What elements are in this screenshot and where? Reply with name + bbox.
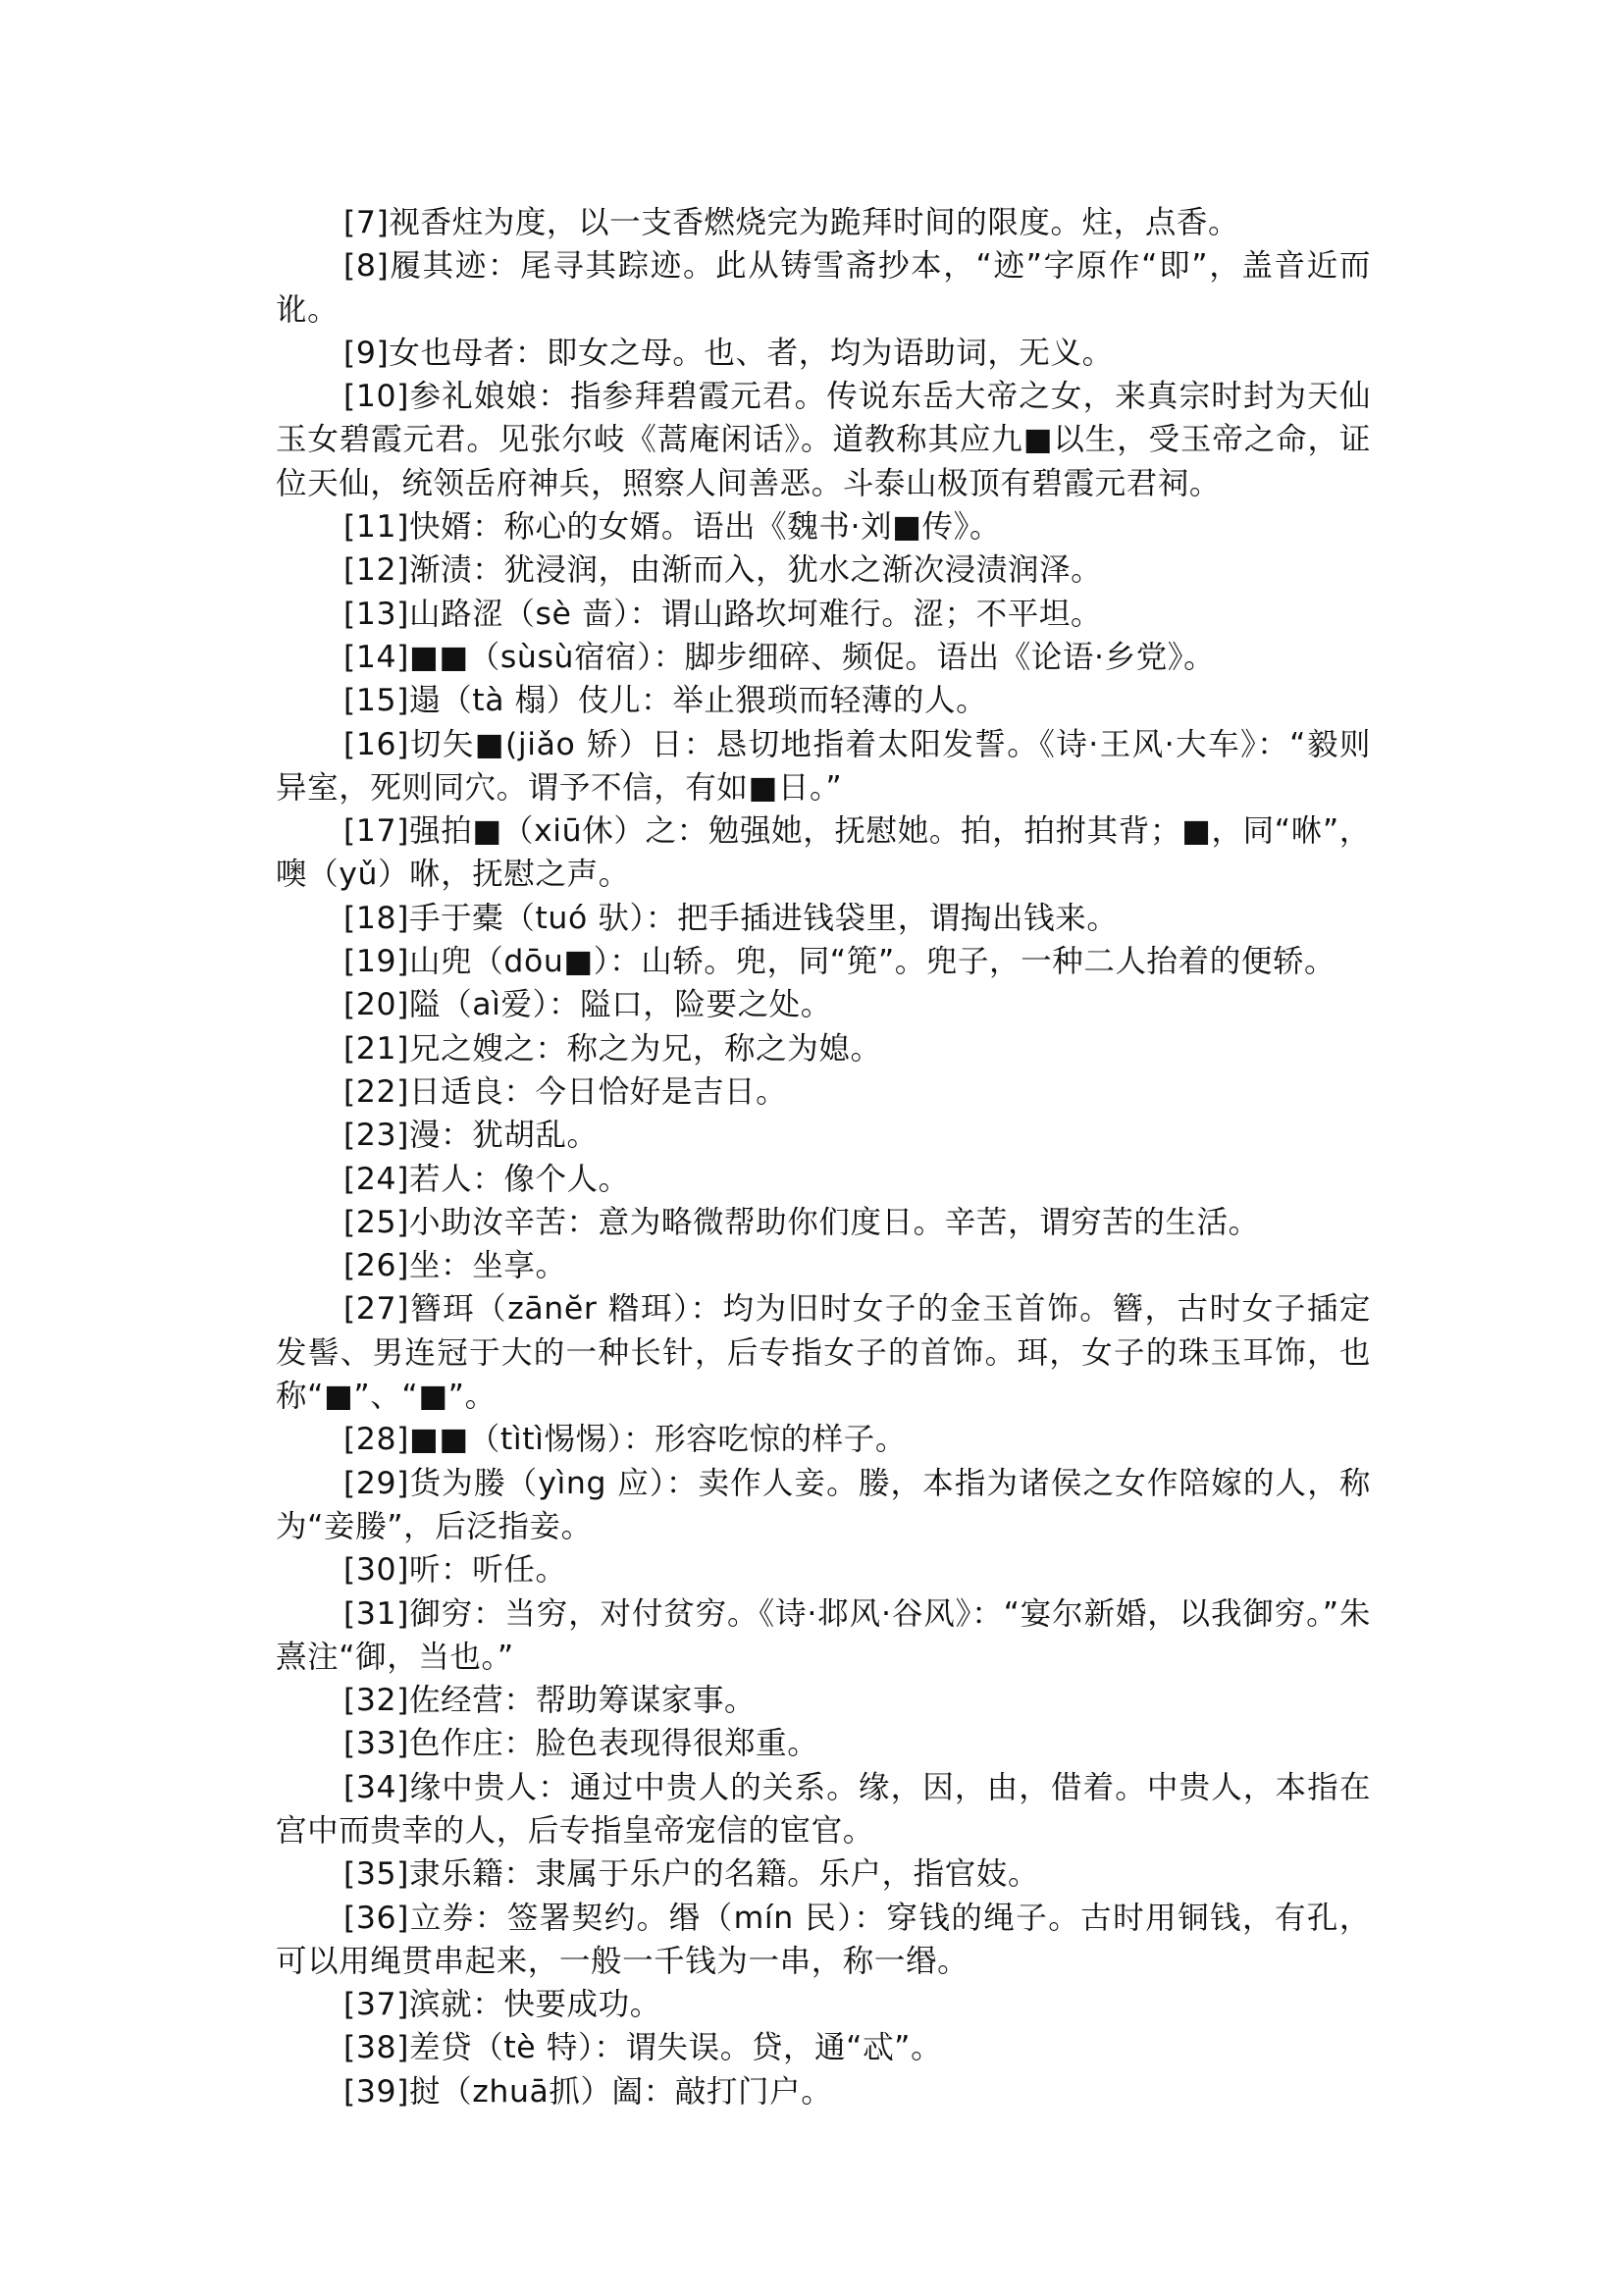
note-37: [37]滨就：快要成功。	[343, 1987, 661, 2023]
note-36: [36]立券：签署契约。缗（mín 民）：穿钱的绳子。古时用铜钱，有孔，可以用绳贯串起来，一般一千钱为一串，称一缗。	[276, 1900, 1371, 1979]
note-14: [14]■■（sùsù宿宿）：脚步细碎、频促。语出《论语·乡党》。	[343, 639, 1216, 675]
note-18: [18]手于橐（tuó 驮）：把手插进钱袋里，谓掏出钱来。	[343, 900, 1119, 936]
note-8: [8]履其迹：尾寻其踪迹。此从铸雪斋抄本，“迹”字原作“即”，盖音近而讹。	[276, 248, 1371, 328]
note-21: [21]兄之嫂之：称之为兄，称之为媳。	[343, 1030, 882, 1067]
note-33: [33]色作庄：脸色表现得很郑重。	[343, 1726, 819, 1762]
note-22: [22]日适良：今日恰好是吉日。	[343, 1073, 788, 1110]
note-13: [13]山路涩（sè 啬）：谓山路坎坷难行。涩；不平坦。	[343, 596, 1103, 632]
note-23: [23]漫：犹胡乱。	[343, 1118, 599, 1154]
note-24: [24]若人：像个人。	[343, 1161, 630, 1197]
note-16: [16]切矢■(jiǎo 矫）日：恳切地指着太阳发誓。《诗·王风·大车》：“毅则异室，死则同穴。谓予不信，有如■日。”	[276, 726, 1371, 806]
note-19: [19]山兜（dōu■）：山轿。兜，同“篼”。兜子，一种二人抬着的便轿。	[343, 944, 1336, 980]
annotation-list	[276, 201, 1371, 2113]
note-31: [31]御穷：当穷，对付贫穷。《诗·邶风·谷风》：“宴尔新婚，以我御穷。”朱熹注“御，当也。”	[276, 1595, 1371, 1675]
note-39: [39]挝（zhuā抓）阖：敲打门户。	[343, 2073, 833, 2110]
note-32: [32]佐经营：帮助筹谋家事。	[343, 1683, 757, 1719]
note-28: [28]■■（tìtì惕惕）：形容吃惊的样子。	[343, 1422, 907, 1458]
note-27: [27]簪珥（zānĕr 糌珥）：均为旧时女子的金玉首饰。簪，古时女子插定发髻、男连冠于大的一种长针，后专指女子的首饰。珥，女子的珠玉耳饰，也称“■”、“■”。	[276, 1291, 1371, 1415]
note-25: [25]小助汝辛苦：意为略微帮助你们度日。辛苦，谓穷苦的生活。	[343, 1204, 1260, 1240]
note-17: [17]强拍■（xiū休）之：勉强她，抚慰她。拍，拍拊其背；■，同“咻”，噢（yǔ）咻，抚慰之声。	[276, 813, 1371, 893]
note-30: [30]听：听任。	[343, 1552, 567, 1589]
note-20: [20]隘（aì爱）：隘口，险要之处。	[343, 987, 832, 1023]
note-11: [11]快婿：称心的女婿。语出《魏书·刘■传》。	[343, 509, 1002, 546]
note-9: [9]女也母者：即女之母。也、者，均为语助词，无义。	[343, 335, 1114, 371]
note-29: [29]货为媵（yìng 应）：卖作人妾。媵，本指为诸侯之女作陪嫁的人，称为“妾媵”，后泛指妾。	[276, 1465, 1371, 1544]
note-10: [10]参礼娘娘：指参拜碧霞元君。传说东岳大帝之女，来真宗时封为天仙玉女碧霞元君。见张尔岐《蒿庵闲话》。道教称其应九■以生，受玉帝之命，证位天仙，统领岳府神兵，照察人间善恶。斗泰山极顶有碧霞元君祠。	[276, 379, 1371, 501]
note-38: [38]差贷（tè 特）：谓失误。贷，通“忒”。	[343, 2030, 943, 2066]
note-7: [7]视香炷为度，以一支香燃烧完为跪拜时间的限度。炷，点香。	[343, 205, 1240, 240]
note-15: [15]遢（tà 榻）伎儿：举止猥琐而轻薄的人。	[343, 683, 988, 719]
note-26: [26]坐：坐享。	[343, 1248, 567, 1284]
note-35: [35]隶乐籍：隶属于乐户的名籍。乐户，指官妓。	[343, 1856, 1040, 1893]
note-12: [12]渐渍：犹浸润，由渐而入，犹水之渐次浸渍润泽。	[343, 552, 1103, 589]
note-34: [34]缘中贵人：通过中贵人的关系。缘，因，由，借着。中贵人，本指在宫中而贵幸的人，后专指皇帝宠信的宦官。	[276, 1769, 1371, 1849]
